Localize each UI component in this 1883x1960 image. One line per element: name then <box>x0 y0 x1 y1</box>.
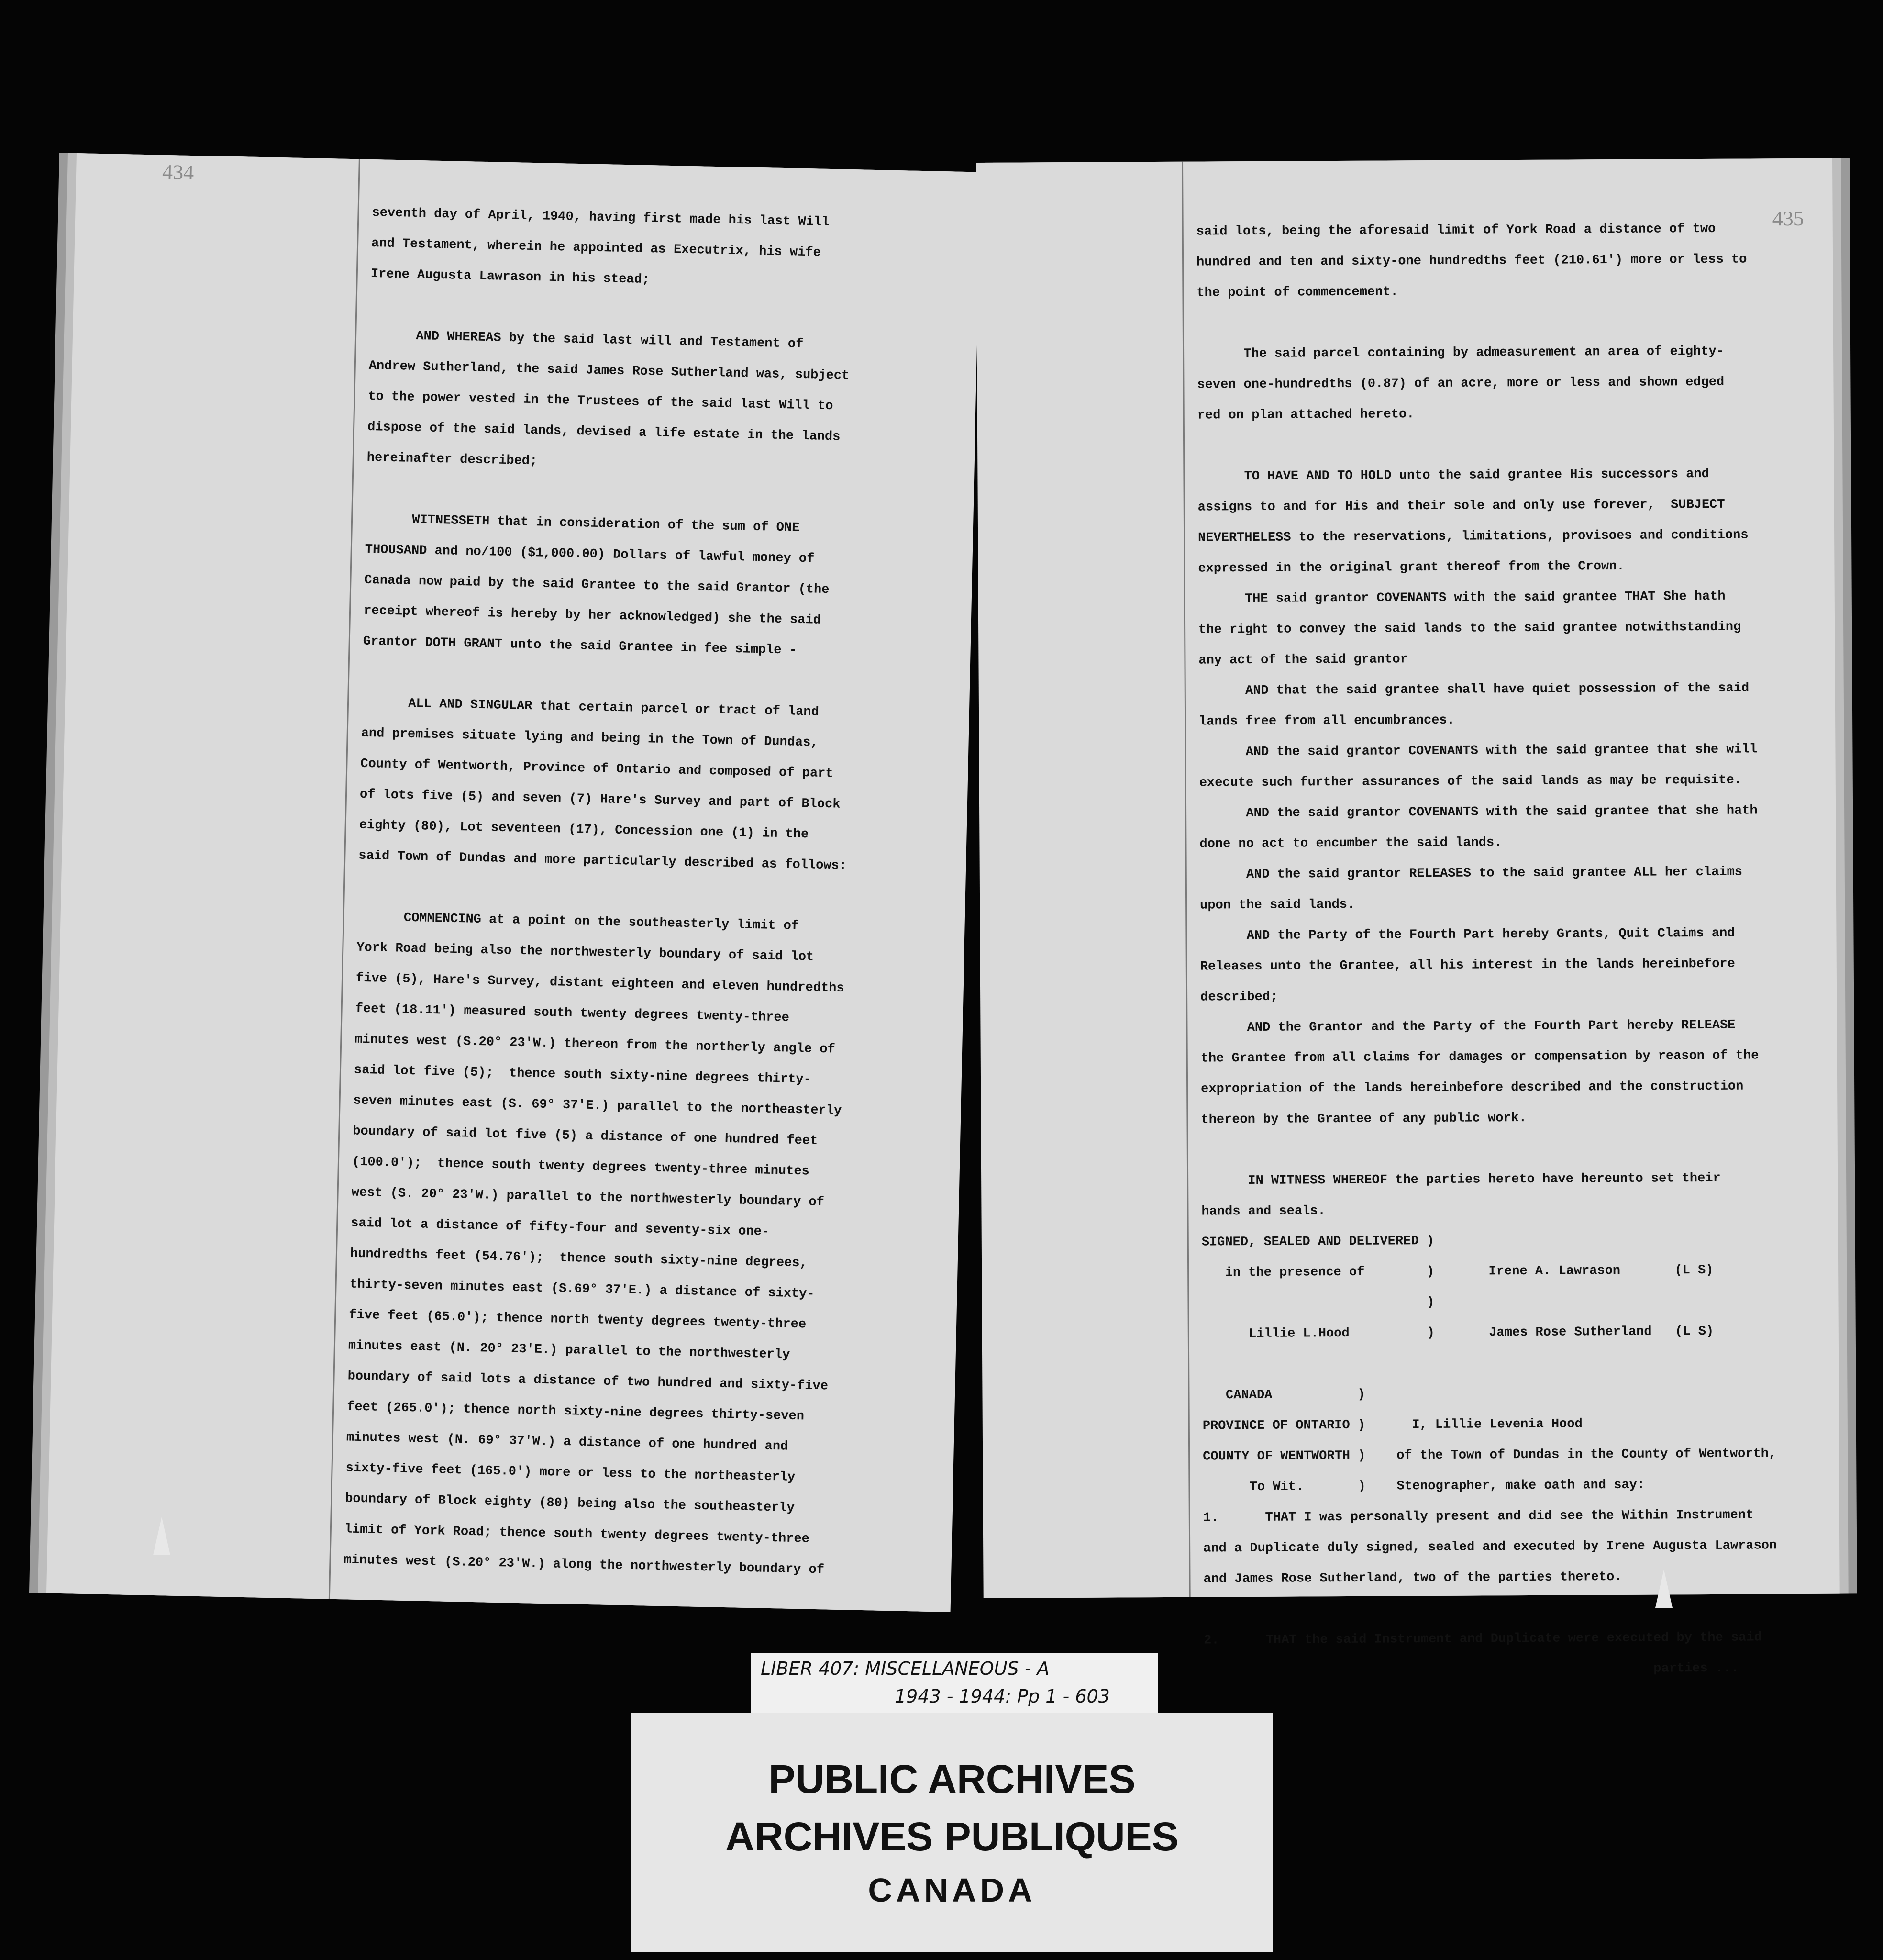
text-line: parties ... <box>1204 1661 1739 1679</box>
text-line <box>1202 1347 1776 1380</box>
text-line: the right to convey the said lands to the said grantee notwithstanding <box>1198 620 1741 637</box>
text-line: execute such further assurances of the said lands as may be requisite. <box>1199 773 1742 791</box>
text-line: AND that the said grantee shall have quiet possession of the said <box>1198 681 1750 699</box>
text-line <box>1197 305 1771 339</box>
text-line: TO HAVE AND TO HOLD unto the said grantee His successors and <box>1197 467 1709 484</box>
text-line: Andrew Sutherland, the said James Rose Sutherland was, subject <box>368 358 850 383</box>
text-line: (100.0'); thence south twenty degrees twenty-three minutes <box>352 1155 810 1179</box>
liber-label <box>751 1653 1158 1715</box>
text-line: said lots, being the aforesaid limit of York Road a distance of two <box>1196 222 1716 239</box>
text-line: upon the said lands. <box>1200 897 1355 913</box>
text-line: hands and seals. <box>1201 1204 1326 1219</box>
text-line: AND WHEREAS by the said last will and Testament of <box>369 328 804 352</box>
text-line: IN WITNESS WHEREOF the parties hereto have hereunto set their <box>1201 1171 1721 1189</box>
text-line: AND the said grantor RELEASES to the said grantee ALL her claims <box>1199 865 1743 882</box>
archive-label-card <box>631 1713 1273 1952</box>
text-line: any act of the said grantor <box>1198 652 1408 668</box>
text-line: AND the Grantor and the Party of the Fourth Part hereby RELEASE <box>1200 1018 1736 1036</box>
text-line: boundary of Block eighty (80) being also the southeasterly <box>344 1492 795 1516</box>
text-line: described; <box>1200 990 1278 1005</box>
text-line: Releases unto the Grantee, all his interest in the lands hereinbefore <box>1200 957 1735 974</box>
text-line: 2. THAT the said Instrument and Duplicate were executed by the said <box>1204 1630 1762 1648</box>
text-line: in the presence of ) Irene A. Lawrason (L S) <box>1202 1263 1714 1281</box>
text-line: minutes west (S.20° 23'W.) thereon from the northerly angle of <box>354 1032 836 1057</box>
text-line: and premises situate lying and being in the Town of Dundas, <box>361 726 819 750</box>
text-line: hundred and ten and sixty-one hundredths feet (210.61') more or less to <box>1196 252 1747 270</box>
right-page-number: 435 <box>1772 206 1804 231</box>
text-line: and Testament, wherein he appointed as Executrix, his wife <box>371 236 821 260</box>
text-line: dispose of the said lands, devised a life estate in the lands <box>367 420 841 445</box>
text-line: To Wit. ) Stenographer, make oath and say: <box>1203 1478 1645 1495</box>
text-line: AND the said grantor COVENANTS with the said grantee that she hath <box>1199 803 1758 821</box>
archive-subtitle: ARCHIVES PUBLIQUES <box>725 1814 1179 1859</box>
page-clip-icon <box>1655 1570 1673 1608</box>
text-line: seventh day of April, 1940, having first made his last Will <box>372 205 830 230</box>
text-line: Canada now paid by the said Grantee to the said Grantor (the <box>364 573 830 598</box>
right-page-text <box>1196 213 1778 1686</box>
left-page <box>46 153 981 1612</box>
text-line: NEVERTHELESS to the reservations, limitations, provisoes and conditions <box>1198 528 1749 546</box>
text-line: west (S. 20° 23'W.) parallel to the northwesterly boundary of <box>351 1185 825 1210</box>
text-line: done no act to encumber the said lands. <box>1199 835 1502 852</box>
text-line: expropriation of the lands hereinbefore described and the construction <box>1201 1079 1744 1097</box>
text-line: Irene Augusta Lawrason in his stead; <box>370 267 650 288</box>
text-line: feet (18.11') measured south twenty degrees twenty-three <box>355 1002 790 1025</box>
liber-label-line: LIBER 407: MISCELLANEOUS - A <box>761 1658 1050 1679</box>
text-line: PROVINCE OF ONTARIO ) I, Lillie Levenia Hood <box>1202 1417 1583 1434</box>
text-line: feet (265.0'); thence north sixty-nine degrees thirty-seven <box>346 1400 805 1424</box>
text-line <box>1197 428 1771 461</box>
text-line: hundredths feet (54.76'); thence south sixty-nine degrees, <box>350 1247 808 1271</box>
text-line: The said parcel containing by admeasurement an area of eighty- <box>1197 344 1724 362</box>
text-line: hereinafter described; <box>366 450 538 469</box>
text-line: boundary of said lot five (5) a distance of one hundred feet <box>352 1124 818 1148</box>
text-line: the Grantee from all claims for damages or compensation by reason of the <box>1200 1048 1759 1066</box>
text-line: seven one-hundredths (0.87) of an acre, more or less and shown edged <box>1197 375 1725 392</box>
text-line: said lot five (5); thence south sixty-nine degrees thirty- <box>354 1063 812 1087</box>
page-clip-icon <box>153 1517 170 1555</box>
text-line: thereon by the Grantee of any public work. <box>1201 1111 1527 1127</box>
text-line: WITNESSETH that in consideration of the sum of ONE <box>365 512 800 535</box>
text-line: and a Duplicate duly signed, sealed and executed by Irene Augusta Lawrason <box>1203 1538 1777 1556</box>
text-line: five feet (65.0'); thence north twenty degrees twenty-three <box>348 1308 807 1332</box>
text-line: receipt whereof is hereby by her acknowledged) she the said <box>363 603 821 628</box>
text-line: COMMENCING at a point on the southeasterly limit of <box>357 910 799 934</box>
text-line: assigns to and for His and their sole and only use forever, SUBJECT <box>1197 497 1725 515</box>
text-line: Grantor DOTH GRANT unto the said Grantee in fee simple - <box>363 634 798 658</box>
text-line: AND the said grantor COVENANTS with the said grantee that she will <box>1199 742 1758 760</box>
text-line: expressed in the original grant thereof from the Crown. <box>1198 559 1625 576</box>
text-line: minutes east (N. 20° 23'E.) parallel to the northwesterly <box>348 1338 790 1362</box>
text-line <box>1201 1132 1775 1166</box>
text-line: sixty-five feet (165.0') more or less to the northeasterly <box>345 1461 796 1485</box>
text-line: limit of York Road; thence south twenty degrees twenty-three <box>344 1522 810 1547</box>
text-line: County of Wentworth, Province of Ontario and composed of part <box>360 757 833 781</box>
text-line: CANADA ) <box>1202 1387 1365 1403</box>
text-line: to the power vested in the Trustees of the said last Will to <box>368 389 833 414</box>
text-line: THE said grantor COVENANTS with the said grantee THAT She hath <box>1198 589 1726 607</box>
liber-label-line: 1943 - 1944: Pp 1 - 603 <box>895 1686 1110 1707</box>
text-line: 1. THAT I was personally present and did see the Within Instrument <box>1203 1508 1754 1526</box>
text-line: ALL AND SINGULAR that certain parcel or tract of land <box>361 695 820 720</box>
text-line: THOUSAND and no/100 ($1,000.00) Dollars of lawful money of <box>365 542 815 567</box>
text-line: ) <box>1202 1295 1435 1311</box>
text-line: the point of commencement. <box>1196 285 1398 301</box>
left-page-text <box>343 198 861 1586</box>
text-line: said lot a distance of fifty-four and seventy-six one- <box>350 1216 770 1239</box>
text-line: Lillie L.Hood ) James Rose Sutherland (L S) <box>1202 1324 1714 1342</box>
text-line: COUNTY OF WENTWORTH ) of the Town of Dundas in the County of Wentworth, <box>1203 1447 1777 1464</box>
text-line: red on plan attached hereto. <box>1197 407 1415 423</box>
text-line: five (5), Hare's Survey, distant eighteen and eleven hundredths <box>355 971 844 996</box>
text-line: eighty (80), Lot seventeen (17), Concession one (1) in the <box>359 818 809 842</box>
margin-rule <box>1182 162 1191 1597</box>
text-line: boundary of said lots a distance of two hundred and sixty-five <box>347 1369 829 1394</box>
text-line: and James Rose Sutherland, two of the parties thereto. <box>1203 1570 1622 1587</box>
text-line: said Town of Dundas and more particularly described as follows: <box>358 848 847 874</box>
text-line: minutes west (N. 69° 37'W.) a distance of one hundred and <box>346 1430 788 1454</box>
text-line <box>1204 1592 1777 1625</box>
archive-title: PUBLIC ARCHIVES <box>768 1757 1136 1802</box>
text-line: lands free from all encumbrances. <box>1199 713 1455 729</box>
text-line: SIGNED, SEALED AND DELIVERED ) <box>1201 1234 1434 1250</box>
archive-country: CANADA <box>868 1871 1036 1909</box>
left-page-number: 434 <box>162 160 194 185</box>
text-line: of lots five (5) and seven (7) Hare's Survey and part of Block <box>359 787 841 812</box>
text-line: thirty-seven minutes east (S.69° 37'E.) a distance of sixty- <box>349 1277 815 1302</box>
text-line: seven minutes east (S. 69° 37'E.) parallel to the northeasterly <box>353 1093 842 1118</box>
text-line: minutes west (S.20° 23'W.) along the northwesterly boundary of <box>343 1553 825 1578</box>
text-line: AND the Party of the Fourth Part hereby Grants, Quit Claims and <box>1200 926 1735 944</box>
right-page <box>976 158 1840 1679</box>
text-line: York Road being also the northwesterly boundary of said lot <box>356 940 814 965</box>
